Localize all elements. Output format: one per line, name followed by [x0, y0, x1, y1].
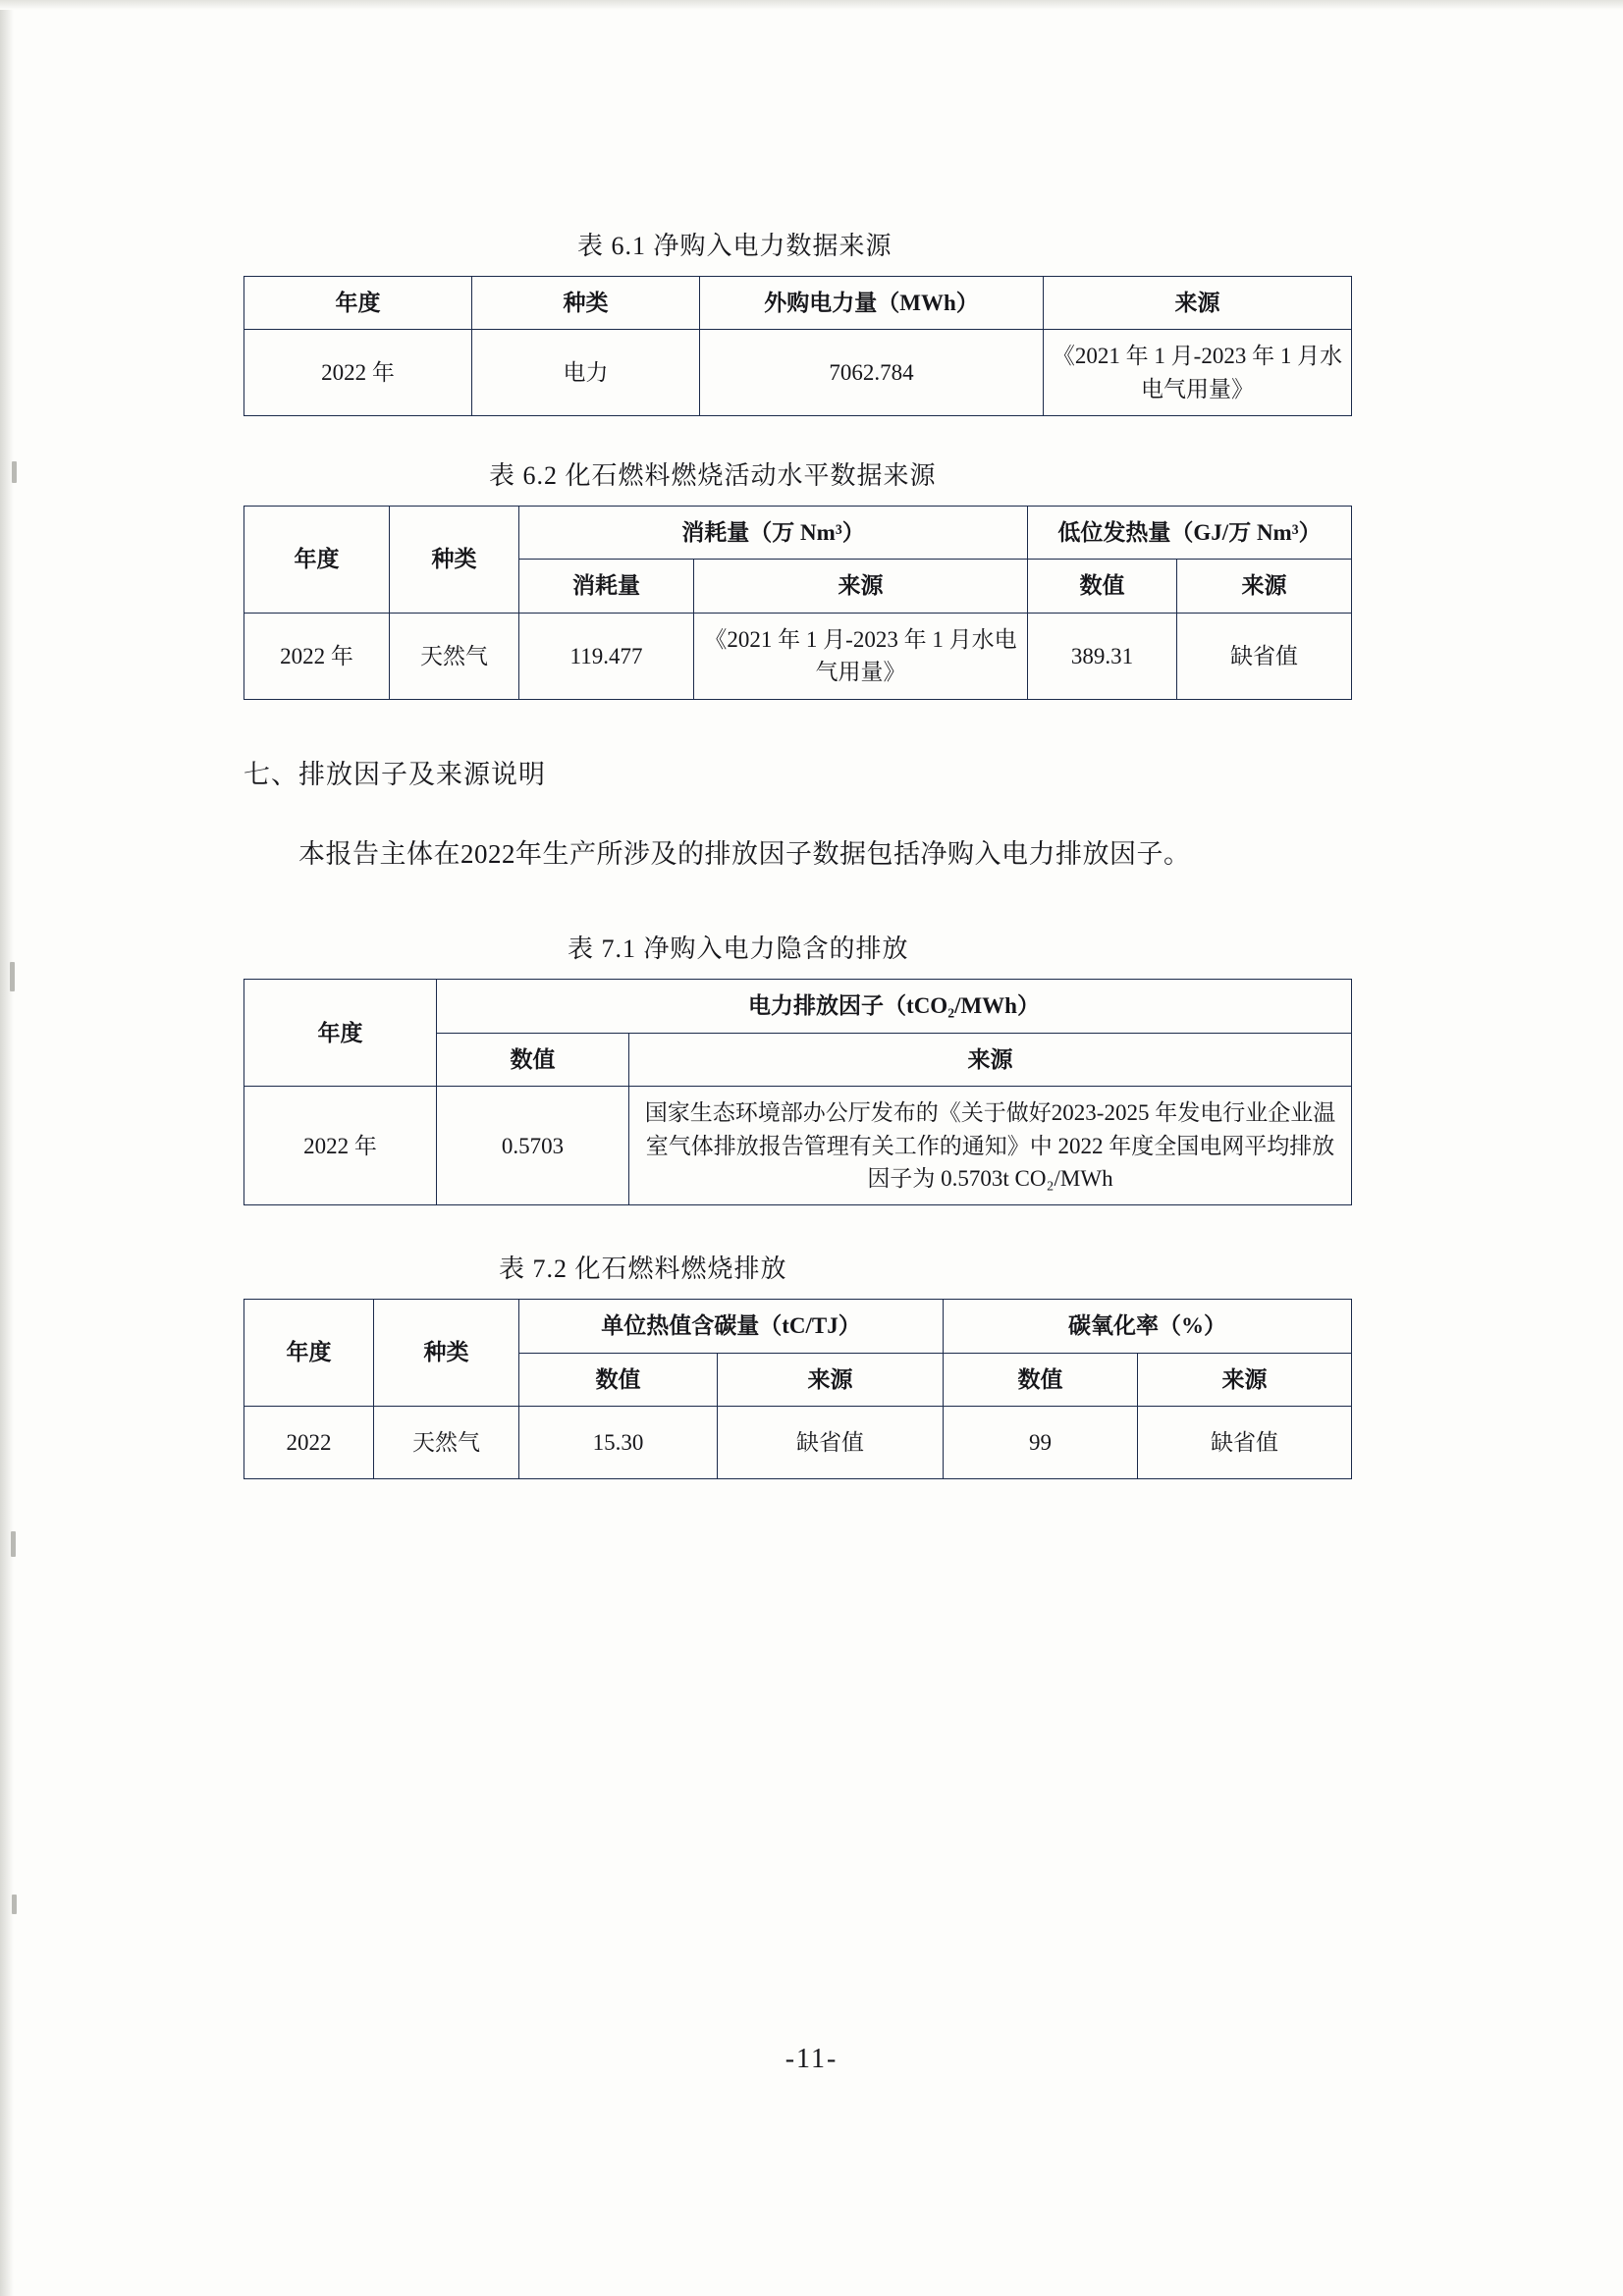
cell-type: 天然气 [374, 1406, 519, 1478]
section-7-paragraph-text: 本报告主体在2022年生产所涉及的排放因子数据包括净购入电力排放因子。 [298, 838, 1191, 869]
cell-header-carbon-content-group: 单位热值含碳量（tC/TJ） [519, 1300, 944, 1353]
cell-year: 2022 年 [244, 1087, 437, 1205]
page-edge-shadow-left [0, 0, 14, 2296]
table-6-2-caption: 表 6.2 化石燃料燃烧活动水平数据来源 [489, 461, 937, 491]
table-row [244, 1087, 1352, 1205]
cell-header-source: 来源 [1044, 277, 1352, 330]
cell-subheader-value: 数值 [437, 1033, 629, 1086]
cell-factor-value: 0.5703 [437, 1087, 629, 1205]
cell-heating-value-source: 缺省值 [1177, 613, 1352, 699]
scan-artifact [12, 461, 17, 483]
cell-header-year: 年度 [244, 507, 390, 614]
cell-header-oxidation-rate-group: 碳氧化率（%） [944, 1300, 1352, 1353]
section-7-paragraph [243, 825, 1373, 884]
scan-artifact [10, 962, 15, 991]
cell-subheader-consumption: 消耗量 [519, 560, 694, 613]
scan-artifact [12, 1895, 17, 1914]
page-edge-shadow-top [0, 0, 1623, 10]
cell-value: 7062.784 [700, 330, 1044, 416]
cell-header-type: 种类 [374, 1300, 519, 1407]
table-7-1 [243, 979, 1352, 1205]
cell-heating-value: 389.31 [1028, 613, 1177, 699]
cell-factor-source: 国家生态环境部办公厅发布的《关于做好2023-2025 年发电行业企业温室气体排放报告管理有关工作的通知》中 2022 年度全国电网平均排放因子为 0.5703t CO₂/MWh [629, 1087, 1352, 1205]
cell-type: 电力 [472, 330, 700, 416]
cell-year: 2022 年 [244, 613, 390, 699]
table-7-2-caption: 表 7.2 化石燃料燃烧排放 [499, 1255, 787, 1284]
cell-header-type: 种类 [390, 507, 519, 614]
cell-header-year: 年度 [244, 277, 472, 330]
cell-subheader-source: 来源 [694, 560, 1028, 613]
cell-subheader-source: 来源 [629, 1033, 1352, 1086]
table-row-header [244, 1300, 1352, 1353]
cell-header-heating-value-group: 低位发热量（GJ/万 Nm³） [1028, 507, 1352, 560]
page-number: -11- [784, 2044, 839, 2074]
cell-consumption-source: 《2021 年 1 月-2023 年 1 月水电气用量》 [694, 613, 1028, 699]
table-row-header [244, 507, 1352, 560]
cell-header-year: 年度 [244, 980, 437, 1087]
cell-header-grid-factor-group: 电力排放因子（tCO₂/MWh） [437, 980, 1352, 1033]
section-heading-7: 七、排放因子及来源说明 [243, 759, 546, 789]
scan-artifact [11, 1531, 16, 1557]
table-6-1-caption: 表 6.1 净购入电力数据来源 [577, 232, 893, 260]
cell-header-type: 种类 [472, 277, 700, 330]
cell-subheader-source-2: 来源 [1138, 1353, 1352, 1406]
cell-header-consumption-group: 消耗量（万 Nm³） [519, 507, 1028, 560]
table-6-2 [243, 506, 1352, 700]
cell-consumption: 119.477 [519, 613, 694, 699]
cell-oxidation-rate-source: 缺省值 [1138, 1406, 1352, 1478]
table-row-header [244, 980, 1352, 1033]
table-row [244, 1406, 1352, 1478]
cell-carbon-content-source: 缺省值 [718, 1406, 944, 1478]
cell-subheader-value: 数值 [519, 1353, 718, 1406]
table-row-header [244, 277, 1352, 330]
cell-subheader-source: 来源 [718, 1353, 944, 1406]
cell-carbon-content: 15.30 [519, 1406, 718, 1478]
cell-year: 2022 [244, 1406, 374, 1478]
table-6-1 [243, 276, 1352, 416]
cell-oxidation-rate: 99 [944, 1406, 1138, 1478]
table-row [244, 613, 1352, 699]
table-7-1-caption: 表 7.1 净购入电力隐含的排放 [568, 934, 909, 964]
cell-subheader-source-2: 来源 [1177, 560, 1352, 613]
cell-year: 2022 年 [244, 330, 472, 416]
cell-header-purchased-power: 外购电力量（MWh） [700, 277, 1044, 330]
cell-type: 天然气 [390, 613, 519, 699]
cell-subheader-value-2: 数值 [944, 1353, 1138, 1406]
cell-source: 《2021 年 1 月-2023 年 1 月水电气用量》 [1044, 330, 1352, 416]
cell-subheader-value: 数值 [1028, 560, 1177, 613]
page-content [243, 226, 1373, 1479]
table-row [244, 330, 1352, 416]
table-7-2 [243, 1299, 1352, 1479]
cell-header-year: 年度 [244, 1300, 374, 1407]
